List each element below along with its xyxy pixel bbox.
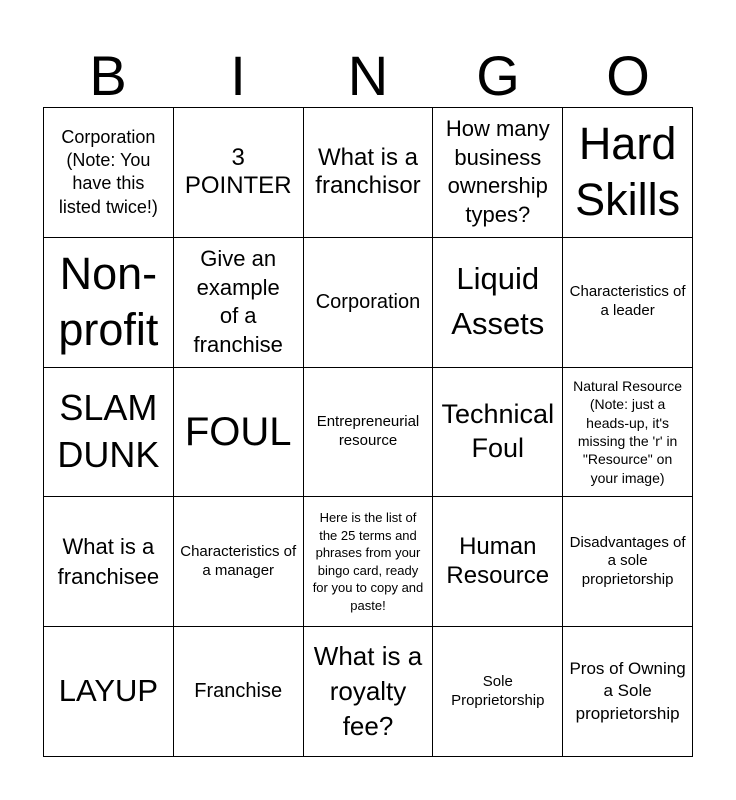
cell-text: Here is the list of the 25 terms and phrases from your bingo card, ready for you to copy and paste! bbox=[312, 510, 424, 613]
bingo-grid bbox=[43, 107, 693, 757]
bingo-cell-5-2[interactable] bbox=[174, 627, 304, 757]
bingo-cell-2-3[interactable] bbox=[304, 238, 434, 368]
cell-text: Pros of Owning a Sole proprietorship bbox=[569, 658, 686, 723]
header-letter-i: I bbox=[230, 44, 246, 107]
bingo-cell-4-1[interactable] bbox=[44, 497, 174, 627]
cell-text: Franchise bbox=[194, 680, 283, 703]
bingo-cell-3-5[interactable] bbox=[563, 368, 693, 498]
bingo-cell-5-4[interactable] bbox=[433, 627, 563, 757]
cell-text: SLAM DUNK bbox=[57, 387, 160, 475]
bingo-cell-2-1[interactable] bbox=[44, 238, 174, 368]
header-letter-n: N bbox=[347, 44, 389, 107]
bingo-cell-1-4[interactable] bbox=[433, 108, 563, 238]
bingo-cell-1-2[interactable] bbox=[174, 108, 304, 238]
cell-text: What is a franchisee bbox=[57, 534, 160, 589]
cell-text: Entrepreneurial resource bbox=[316, 413, 420, 449]
bingo-cell-3-1[interactable] bbox=[44, 368, 174, 498]
cell-text: What is a royalty fee? bbox=[313, 640, 423, 742]
cell-text: Corporation (Note: You have this listed twice!) bbox=[58, 126, 158, 217]
cell-text: LAYUP bbox=[58, 673, 159, 709]
bingo-cell-1-5[interactable] bbox=[563, 108, 693, 238]
bingo-header bbox=[43, 44, 693, 108]
cell-text: Non-profit bbox=[58, 247, 159, 356]
cell-text: Characteristics of a manager bbox=[180, 543, 297, 579]
header-letter-o: O bbox=[606, 44, 650, 107]
cell-text: Give an example of a franchise bbox=[193, 246, 283, 357]
bingo-cell-4-2[interactable] bbox=[174, 497, 304, 627]
cell-text: Natural Resource (Note: just a heads-up, it's missing the 'r' in "Resource" on your image) bbox=[573, 377, 683, 486]
bingo-cell-4-4[interactable] bbox=[433, 497, 563, 627]
cell-text: What is a franchisor bbox=[315, 143, 421, 200]
cell-text: Human Resource bbox=[446, 532, 550, 589]
cell-text: FOUL bbox=[184, 409, 292, 454]
cell-text: 3 POINTER bbox=[184, 143, 292, 200]
bingo-cell-3-2[interactable] bbox=[174, 368, 304, 498]
cell-text: Characteristics of a leader bbox=[569, 283, 686, 320]
bingo-cell-2-2[interactable] bbox=[174, 238, 304, 368]
cell-text: How many business ownership types? bbox=[445, 116, 550, 227]
cell-text: Sole Proprietorship bbox=[451, 672, 545, 709]
bingo-cell-2-5[interactable] bbox=[563, 238, 693, 368]
bingo-cell-3-3[interactable] bbox=[304, 368, 434, 498]
bingo-cell-3-4[interactable] bbox=[433, 368, 563, 498]
bingo-cell-2-4[interactable] bbox=[433, 238, 563, 368]
cell-text: Disadvantages of a sole proprietorship bbox=[569, 533, 686, 589]
bingo-cell-4-5[interactable] bbox=[563, 497, 693, 627]
cell-text: Liquid Assets bbox=[451, 261, 545, 342]
bingo-cell-5-3[interactable] bbox=[304, 627, 434, 757]
cell-text: Corporation bbox=[315, 290, 421, 313]
cell-text: Hard Skills bbox=[575, 117, 681, 226]
bingo-cell-1-3[interactable] bbox=[304, 108, 434, 238]
header-letter-b: B bbox=[89, 44, 127, 107]
bingo-cell-5-5[interactable] bbox=[563, 627, 693, 757]
bingo-cell-4-3[interactable] bbox=[304, 497, 434, 627]
header-letter-g: G bbox=[476, 44, 520, 107]
bingo-cell-5-1[interactable] bbox=[44, 627, 174, 757]
cell-text: Technical Foul bbox=[441, 399, 555, 463]
bingo-cell-1-1[interactable] bbox=[44, 108, 174, 238]
